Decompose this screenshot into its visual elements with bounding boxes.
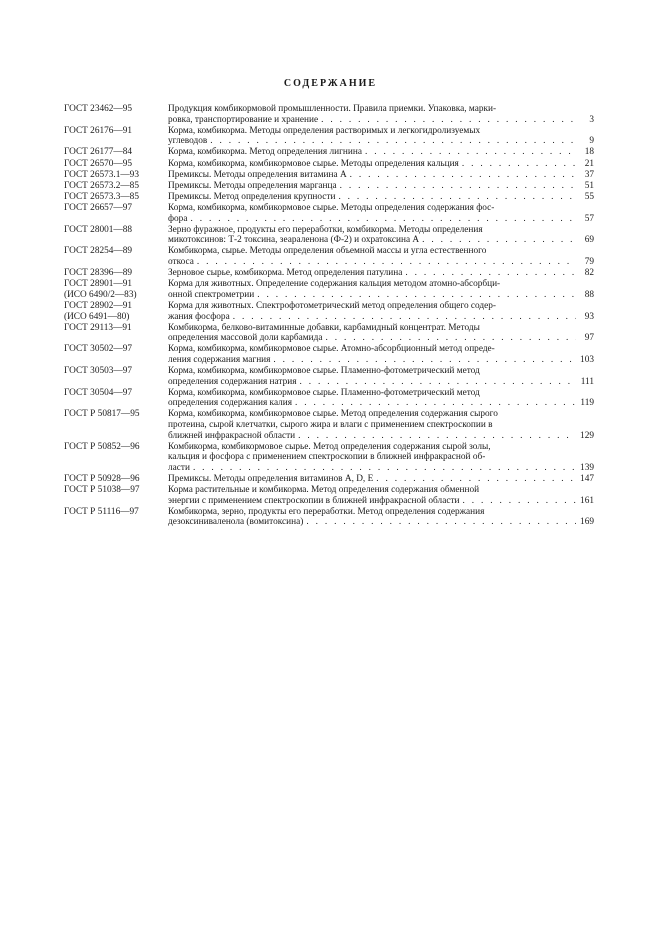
entry-title-line: Комбикорма, комбикормовое сырье. Метод определения содержания сырой золы, <box>168 441 491 452</box>
standard-code: ГОСТ Р 51038—97 <box>64 485 140 496</box>
dot-leader <box>303 517 576 528</box>
entry-title-line: Зерновое сырье, комбикорма. Метод определения патулина <box>168 268 403 279</box>
entry-title <box>168 192 594 203</box>
page-number: 51 <box>584 180 594 191</box>
entry-title-line: Корма для животных. Спектрофотометрический метод определения общего содер- <box>168 300 497 311</box>
toc-entry <box>64 203 594 224</box>
entry-title-line: углеводов <box>168 136 208 147</box>
entry-title-line: жания фосфора <box>168 311 230 322</box>
entry-title <box>168 104 594 125</box>
entry-title-line: Комбикорма, зерно, продукты его переработки. Метод определения содержания <box>168 506 485 517</box>
entry-title <box>168 225 594 246</box>
entry-title-line: Продукция комбикормовой промышленности. Правила приемки. Упаковка, марки- <box>168 104 497 114</box>
toc-entry <box>64 170 594 181</box>
entry-title <box>168 323 594 344</box>
toc-entry <box>64 192 594 203</box>
toc-entry <box>64 474 594 485</box>
standard-code: ГОСТ 28396—89 <box>64 268 133 279</box>
entry-last-line <box>168 115 594 126</box>
entry-title-line: ровка, транспортирование и хранение <box>168 114 319 125</box>
entry-title <box>168 474 594 485</box>
page-number: 119 <box>580 398 594 409</box>
entry-title-line: протеина, сырой клетчатки, сырого жира и влаги с применением спектроскопии в <box>168 419 493 430</box>
standard-code: ГОСТ 30503—97 <box>64 366 133 377</box>
entry-title <box>168 409 594 441</box>
page-number: 169 <box>580 517 594 528</box>
dot-leader <box>194 257 576 268</box>
dot-leader <box>207 136 576 147</box>
toc-entry <box>64 366 594 387</box>
dot-leader <box>323 333 577 344</box>
entry-last-line <box>168 290 594 301</box>
page-number: 9 <box>589 136 594 147</box>
entry-title-line: Корма, комбикорма, комбикормовое сырье. Атомно-абсорбционный метод опреде- <box>168 344 495 355</box>
entry-title <box>168 159 594 170</box>
page-number: 88 <box>584 289 594 300</box>
entry-title <box>168 301 594 322</box>
entry-title-line: определения содержания калия <box>168 398 293 409</box>
standard-code: ГОСТ Р 50852—96 <box>64 441 140 452</box>
entry-title-line: фора <box>168 213 188 224</box>
entry-last-line <box>168 235 594 246</box>
entry-title <box>168 388 594 409</box>
standard-code: ГОСТ 26573.1—93 <box>64 169 139 180</box>
table-of-contents <box>64 104 594 528</box>
entry-title-line: дезоксиниваленола (вомитоксина) <box>168 517 304 528</box>
entry-last-line <box>168 170 594 181</box>
entry-last-line <box>168 355 594 366</box>
dot-leader <box>254 290 576 301</box>
standard-code: ГОСТ 28902—91 (ИСО 6491—80) <box>64 300 133 322</box>
entry-last-line <box>168 312 594 323</box>
entry-last-line <box>168 181 594 192</box>
toc-entry <box>64 323 594 344</box>
entry-title-line: микотоксинов: Т-2 токсина, зеараленона (Ф-2) и охратоксина А <box>168 235 420 246</box>
page-number: 79 <box>584 257 594 267</box>
entry-last-line <box>168 268 594 279</box>
toc-entry <box>64 301 594 322</box>
standard-code: ГОСТ 26573.3—85 <box>64 191 139 202</box>
page-number: 129 <box>580 430 594 441</box>
toc-entry <box>64 126 594 147</box>
standard-code: ГОСТ 28001—88 <box>64 224 133 235</box>
page-number: 69 <box>584 235 594 246</box>
toc-entry <box>64 225 594 246</box>
page-number: 82 <box>584 268 594 279</box>
entry-last-line <box>168 517 594 528</box>
entry-title-line: кальция и фосфора с применением спектроскопии в ближней инфракрасной об- <box>168 452 486 463</box>
entry-title <box>168 181 594 192</box>
entry-title-line: Корма, комбикорма, комбикормовое сырье. Методы определения кальция <box>168 158 459 169</box>
entry-title-line: Корма, комбикорма. Методы определения растворимых и легкогидролизуемых <box>168 125 481 136</box>
entry-title-line: Корма для животных. Определение содержания кальция методом атомно-абсорбци- <box>168 279 501 290</box>
entry-title <box>168 485 594 506</box>
standard-code: ГОСТ 29113—91 <box>64 322 132 333</box>
entry-title-line: Корма растительные и комбикорма. Метод определения содержания обменной <box>168 485 480 496</box>
entry-title-line: откоса <box>168 257 194 267</box>
page-title: СОДЕРЖАНИЕ <box>283 78 378 89</box>
entry-last-line <box>168 398 594 409</box>
entry-title-line: энергии с применением спектроскопии в ближней инфракрасной области <box>168 495 460 506</box>
dot-leader <box>187 214 576 225</box>
page-number: 18 <box>584 147 594 158</box>
standard-code: ГОСТ 30504—97 <box>64 387 133 398</box>
dot-leader <box>292 398 576 409</box>
entry-last-line <box>168 147 594 158</box>
entry-title-line: Корма, комбикорма, комбикормовое сырье. Метод определения содержания сырого <box>168 409 498 420</box>
standard-code: ГОСТ 26657—97 <box>64 203 133 214</box>
page-number: 93 <box>584 311 594 322</box>
standard-code: ГОСТ 30502—97 <box>64 344 133 355</box>
toc-entry <box>64 388 594 409</box>
dot-leader <box>362 147 576 158</box>
entry-title-line: Премиксы. Методы определения витаминов А, D, Е <box>168 473 374 484</box>
entry-title <box>168 203 594 224</box>
standard-code: ГОСТ Р 50817—95 <box>64 409 140 420</box>
toc-entry <box>64 409 594 441</box>
standard-code: ГОСТ 23462—95 <box>64 104 133 114</box>
dot-leader <box>335 192 576 203</box>
toc-entry <box>64 485 594 506</box>
entry-title <box>168 147 594 158</box>
dot-leader <box>419 235 576 246</box>
entry-title-line: ления содержания магния <box>168 354 271 365</box>
toc-entry <box>64 268 594 279</box>
entry-title <box>168 268 594 279</box>
standard-code: ГОСТ 26176—91 <box>64 125 133 136</box>
toc-entry <box>64 104 594 125</box>
entry-title-line: ласти <box>168 462 190 473</box>
toc-entry <box>64 344 594 365</box>
entry-title-line: Премиксы. Методы определения витамина А <box>168 169 347 180</box>
entry-title <box>168 279 594 300</box>
entry-last-line <box>168 496 594 507</box>
toc-entry <box>64 147 594 158</box>
page-number: 147 <box>580 473 594 484</box>
entry-last-line <box>168 333 594 344</box>
page-number: 37 <box>584 169 594 180</box>
entry-last-line <box>168 257 594 268</box>
dot-leader <box>297 377 577 388</box>
entry-title-line: Корма, комбикорма, комбикормовое сырье. Пламенно-фотометрический метод <box>168 387 480 398</box>
toc-entry <box>64 159 594 170</box>
page-number: 55 <box>584 191 594 202</box>
entry-title-line: Премиксы. Методы определения марганца <box>168 180 337 191</box>
entry-title-line: Корма, комбикорма, комбикормовое сырье. Пламенно-фотометрический метод <box>168 366 480 377</box>
standard-code: ГОСТ 26573.2—85 <box>64 180 139 191</box>
entry-title-line: Зерно фуражное, продукты его переработки, комбикорма. Методы определения <box>168 224 483 235</box>
entry-title <box>168 507 594 528</box>
standard-code: ГОСТ 26177—84 <box>64 147 133 158</box>
page-number: 139 <box>580 462 594 473</box>
dot-leader <box>373 474 576 485</box>
dot-leader <box>230 312 576 323</box>
dot-leader <box>337 181 576 192</box>
entry-title-line: Комбикорма, сырье. Методы определения объемной массы и угла естественного <box>168 246 487 257</box>
entry-title <box>168 344 594 365</box>
standard-code: ГОСТ Р 51116—97 <box>64 506 139 517</box>
entry-title-line: Корма, комбикорма, комбикормовое сырье. Методы определения содержания фос- <box>168 203 495 214</box>
entry-last-line <box>168 431 594 442</box>
page-number: 161 <box>580 495 594 506</box>
dot-leader <box>347 170 576 181</box>
page-number: 3 <box>589 114 594 125</box>
entry-title <box>168 442 594 474</box>
page-number: 57 <box>584 213 594 224</box>
entry-title-line: Корма, комбикорма. Метод определения лигнина <box>168 147 362 158</box>
entry-last-line <box>168 192 594 203</box>
entry-title-line: ближней инфракрасной области <box>168 430 296 441</box>
toc-entry <box>64 279 594 300</box>
entry-title <box>168 246 594 267</box>
toc-entry <box>64 442 594 474</box>
dot-leader <box>459 159 576 170</box>
toc-entry <box>64 246 594 267</box>
standard-code: ГОСТ 26570—95 <box>64 158 133 169</box>
standard-code: ГОСТ 28254—89 <box>64 246 133 257</box>
entry-title-line: определения массовой доли карбамида <box>168 333 323 344</box>
dot-leader <box>190 463 576 474</box>
entry-last-line <box>168 159 594 170</box>
dot-leader <box>318 115 576 126</box>
entry-title <box>168 126 594 147</box>
entry-title-line: Премиксы. Метод определения крупности <box>168 191 336 202</box>
toc-entry <box>64 507 594 528</box>
page-number: 21 <box>584 158 594 169</box>
entry-title <box>168 366 594 387</box>
dot-leader <box>270 355 576 366</box>
entry-title-line: онной спектрометрии <box>168 289 255 300</box>
dot-leader <box>460 496 577 507</box>
standard-code: ГОСТ Р 50928—96 <box>64 473 140 484</box>
entry-title-line: определения содержания натрия <box>168 376 297 387</box>
entry-last-line <box>168 463 594 474</box>
toc-entry <box>64 181 594 192</box>
standard-code: ГОСТ 28901—91 (ИСО 6490/2—83) <box>64 279 137 300</box>
entry-title-line: Комбикорма, белково-витаминные добавки, карбамидный концентрат. Методы <box>168 322 480 333</box>
entry-last-line <box>168 136 594 147</box>
entry-title <box>168 170 594 181</box>
page-number: 111 <box>580 376 594 387</box>
entry-last-line <box>168 214 594 225</box>
dot-leader <box>402 268 576 279</box>
dot-leader <box>295 431 576 442</box>
page-number: 97 <box>584 333 594 344</box>
page-number: 103 <box>580 354 594 365</box>
entry-last-line <box>168 377 594 388</box>
entry-last-line <box>168 474 594 485</box>
